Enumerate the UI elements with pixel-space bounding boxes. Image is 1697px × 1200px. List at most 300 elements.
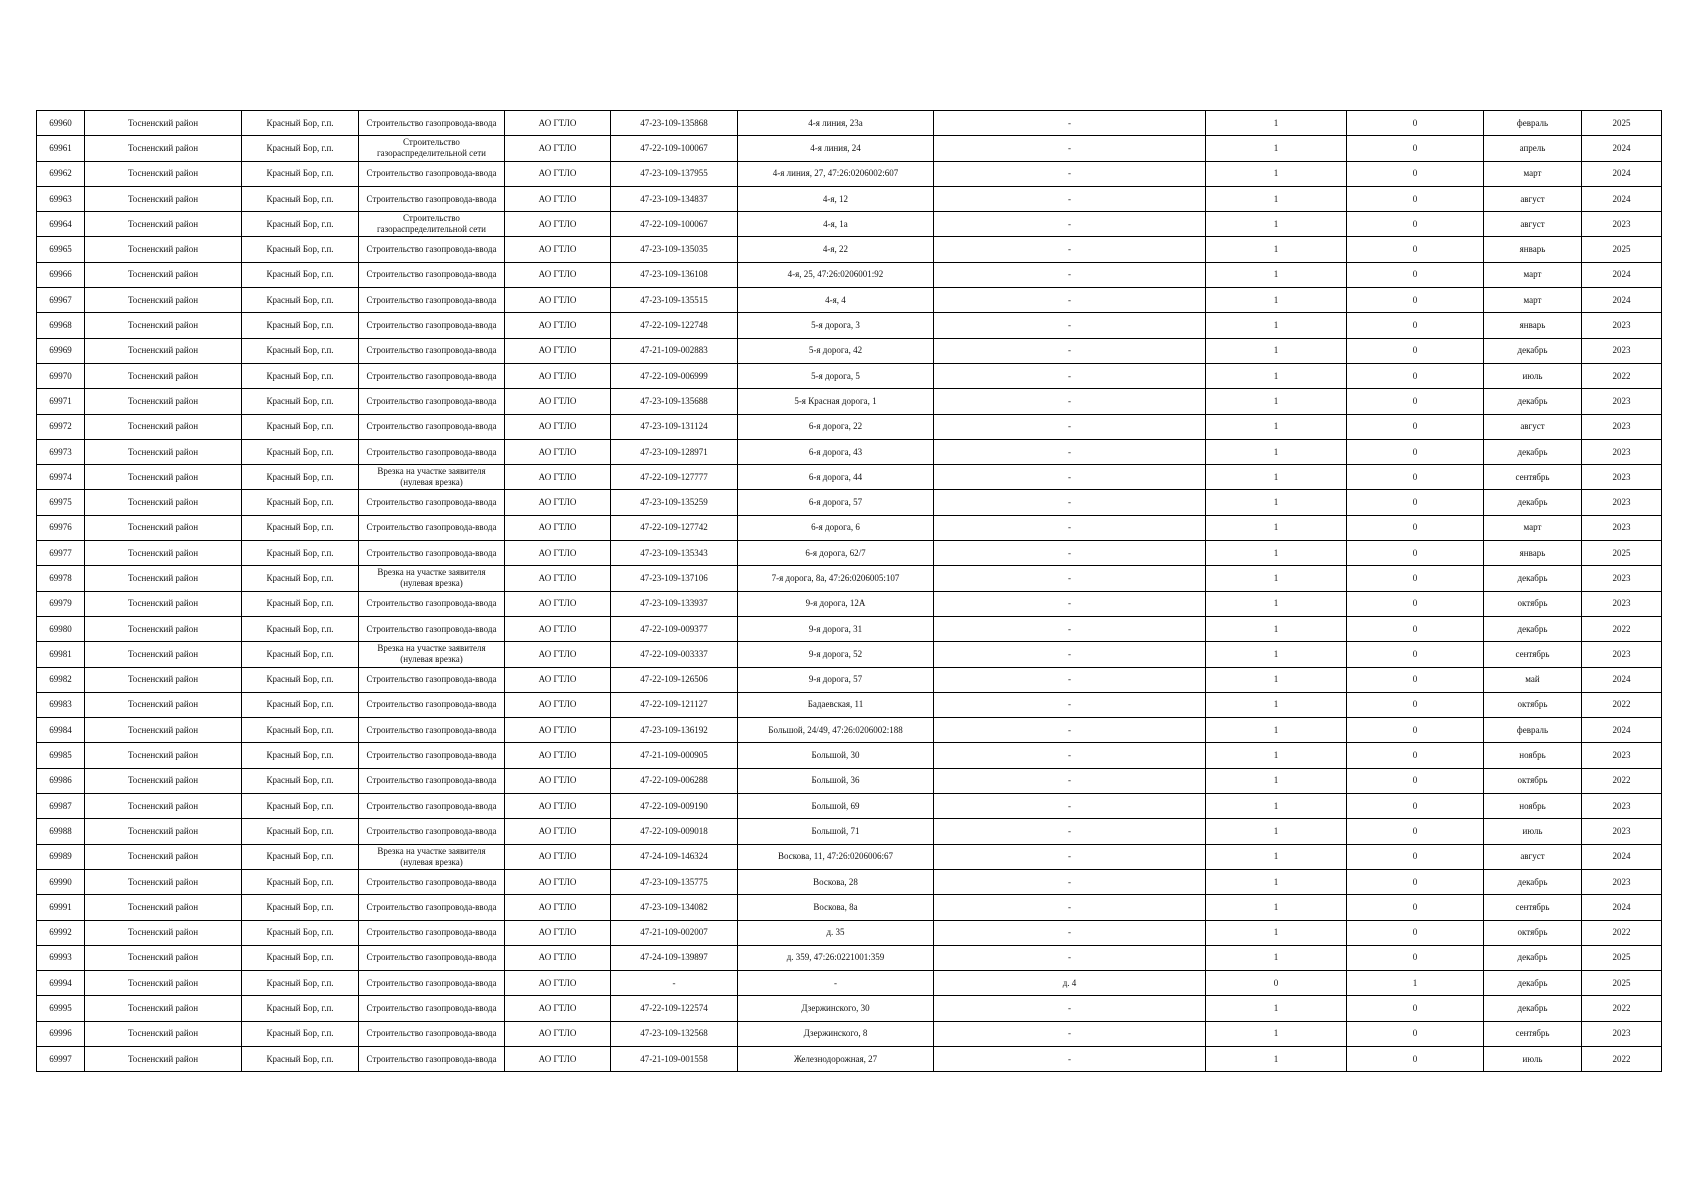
organization-cell: АО ГТЛО (505, 945, 611, 970)
district-cell: Тосненский район (85, 465, 242, 490)
registration-code-cell: 47-21-109-002007 (611, 920, 738, 945)
table-row (37, 212, 1662, 237)
address-cell: 6-я дорога, 6 (738, 515, 934, 540)
settlement-cell: Красный Бор, г.п. (242, 1046, 359, 1071)
year-cell: 2023 (1582, 1021, 1662, 1046)
address-cell: 6-я дорога, 43 (738, 439, 934, 464)
organization-cell: АО ГТЛО (505, 996, 611, 1021)
note-cell: - (934, 161, 1206, 186)
organization-cell: АО ГТЛО (505, 920, 611, 945)
work-type-cell: Строительство газопровода-ввода (359, 490, 505, 515)
month-cell: декабрь (1484, 389, 1582, 414)
record-id: 69963 (37, 186, 85, 211)
record-id: 69986 (37, 768, 85, 793)
registration-code-cell: 47-23-109-135515 (611, 288, 738, 313)
table-row (37, 313, 1662, 338)
table-row (37, 515, 1662, 540)
count-2-cell: 0 (1347, 465, 1484, 490)
year-cell: 2024 (1582, 136, 1662, 161)
count-1-cell: 1 (1206, 439, 1347, 464)
record-id: 69993 (37, 945, 85, 970)
address-cell: Воскова, 8а (738, 895, 934, 920)
registration-code-cell: 47-22-109-100067 (611, 136, 738, 161)
organization-cell: АО ГТЛО (505, 1046, 611, 1071)
address-cell: Большой, 71 (738, 819, 934, 844)
table-row (37, 465, 1662, 490)
count-1-cell: 1 (1206, 161, 1347, 186)
count-1-cell: 1 (1206, 692, 1347, 717)
settlement-cell: Красный Бор, г.п. (242, 212, 359, 237)
registration-code-cell: 47-22-109-009377 (611, 616, 738, 641)
count-1-cell: 1 (1206, 667, 1347, 692)
registration-code-cell: 47-23-109-136108 (611, 262, 738, 287)
organization-cell: АО ГТЛО (505, 794, 611, 819)
note-cell: - (934, 642, 1206, 667)
address-cell: 6-я дорога, 22 (738, 414, 934, 439)
organization-cell: АО ГТЛО (505, 819, 611, 844)
district-cell: Тосненский район (85, 389, 242, 414)
count-2-cell: 0 (1347, 338, 1484, 363)
year-cell: 2023 (1582, 414, 1662, 439)
month-cell: октябрь (1484, 768, 1582, 793)
count-2-cell: 0 (1347, 692, 1484, 717)
table-row (37, 338, 1662, 363)
count-2-cell: 0 (1347, 844, 1484, 869)
note-cell: - (934, 1021, 1206, 1046)
year-cell: 2023 (1582, 389, 1662, 414)
address-cell: Воскова, 28 (738, 869, 934, 894)
year-cell: 2024 (1582, 288, 1662, 313)
count-1-cell: 1 (1206, 414, 1347, 439)
settlement-cell: Красный Бор, г.п. (242, 768, 359, 793)
organization-cell: АО ГТЛО (505, 313, 611, 338)
organization-cell: АО ГТЛО (505, 616, 611, 641)
table-row (37, 920, 1662, 945)
month-cell: декабрь (1484, 996, 1582, 1021)
count-2-cell: 0 (1347, 743, 1484, 768)
work-type-cell: Строительство газопровода-ввода (359, 920, 505, 945)
work-type-cell: Строительство газопровода-ввода (359, 869, 505, 894)
organization-cell: АО ГТЛО (505, 111, 611, 136)
month-cell: октябрь (1484, 591, 1582, 616)
registration-code-cell: 47-23-109-128971 (611, 439, 738, 464)
work-type-cell: Строительство газопровода-ввода (359, 161, 505, 186)
work-type-cell: Врезка на участке заявителя (нулевая врезка) (359, 465, 505, 490)
settlement-cell: Красный Бор, г.п. (242, 743, 359, 768)
settlement-cell: Красный Бор, г.п. (242, 136, 359, 161)
settlement-cell: Красный Бор, г.п. (242, 313, 359, 338)
registration-code-cell: 47-22-109-121127 (611, 692, 738, 717)
registration-code-cell: 47-22-109-127777 (611, 465, 738, 490)
table-row (37, 819, 1662, 844)
note-cell: - (934, 237, 1206, 262)
table-row (37, 844, 1662, 869)
record-id: 69980 (37, 616, 85, 641)
month-cell: август (1484, 844, 1582, 869)
note-cell: - (934, 920, 1206, 945)
month-cell: апрель (1484, 136, 1582, 161)
note-cell: - (934, 414, 1206, 439)
table-row (37, 414, 1662, 439)
year-cell: 2023 (1582, 794, 1662, 819)
record-id: 69996 (37, 1021, 85, 1046)
record-id: 69960 (37, 111, 85, 136)
organization-cell: АО ГТЛО (505, 515, 611, 540)
organization-cell: АО ГТЛО (505, 541, 611, 566)
month-cell: февраль (1484, 718, 1582, 743)
registration-code-cell: 47-23-109-137955 (611, 161, 738, 186)
count-1-cell: 1 (1206, 136, 1347, 161)
year-cell: 2025 (1582, 111, 1662, 136)
record-id: 69981 (37, 642, 85, 667)
organization-cell: АО ГТЛО (505, 490, 611, 515)
settlement-cell: Красный Бор, г.п. (242, 895, 359, 920)
count-2-cell: 0 (1347, 136, 1484, 161)
registration-code-cell: 47-24-109-146324 (611, 844, 738, 869)
year-cell: 2023 (1582, 338, 1662, 363)
month-cell: сентябрь (1484, 895, 1582, 920)
count-1-cell: 1 (1206, 363, 1347, 388)
district-cell: Тосненский район (85, 212, 242, 237)
count-2-cell: 0 (1347, 869, 1484, 894)
address-cell: Дзержинского, 30 (738, 996, 934, 1021)
record-id: 69962 (37, 161, 85, 186)
record-id: 69997 (37, 1046, 85, 1071)
district-cell: Тосненский район (85, 161, 242, 186)
organization-cell: АО ГТЛО (505, 262, 611, 287)
table-row (37, 288, 1662, 313)
work-type-cell: Строительство газопровода-ввода (359, 971, 505, 996)
address-cell: 5-я Красная дорога, 1 (738, 389, 934, 414)
count-2-cell: 0 (1347, 515, 1484, 540)
work-type-cell: Строительство газопровода-ввода (359, 591, 505, 616)
address-cell: 4-я, 25, 47:26:0206001:92 (738, 262, 934, 287)
work-type-cell: Строительство газопровода-ввода (359, 439, 505, 464)
table-row (37, 363, 1662, 388)
organization-cell: АО ГТЛО (505, 971, 611, 996)
address-cell: 5-я дорога, 3 (738, 313, 934, 338)
month-cell: июль (1484, 819, 1582, 844)
record-id: 69961 (37, 136, 85, 161)
organization-cell: АО ГТЛО (505, 768, 611, 793)
count-1-cell: 1 (1206, 515, 1347, 540)
year-cell: 2023 (1582, 642, 1662, 667)
count-1-cell: 1 (1206, 186, 1347, 211)
count-2-cell: 0 (1347, 237, 1484, 262)
settlement-cell: Красный Бор, г.п. (242, 262, 359, 287)
note-cell: - (934, 591, 1206, 616)
district-cell: Тосненский район (85, 515, 242, 540)
record-id: 69970 (37, 363, 85, 388)
note-cell: - (934, 313, 1206, 338)
note-cell: - (934, 718, 1206, 743)
registration-code-cell: 47-23-109-132568 (611, 1021, 738, 1046)
month-cell: январь (1484, 237, 1582, 262)
settlement-cell: Красный Бор, г.п. (242, 237, 359, 262)
table-row (37, 971, 1662, 996)
month-cell: октябрь (1484, 692, 1582, 717)
district-cell: Тосненский район (85, 490, 242, 515)
work-type-cell: Строительство газопровода-ввода (359, 945, 505, 970)
settlement-cell: Красный Бор, г.п. (242, 1021, 359, 1046)
registration-code-cell: 47-22-109-127742 (611, 515, 738, 540)
address-cell: Дзержинского, 8 (738, 1021, 934, 1046)
note-cell: - (934, 819, 1206, 844)
month-cell: ноябрь (1484, 743, 1582, 768)
address-cell: 4-я линия, 27, 47:26:0206002:607 (738, 161, 934, 186)
record-id: 69968 (37, 313, 85, 338)
table-row (37, 111, 1662, 136)
count-2-cell: 0 (1347, 288, 1484, 313)
record-id: 69988 (37, 819, 85, 844)
month-cell: февраль (1484, 111, 1582, 136)
work-type-cell: Строительство газопровода-ввода (359, 667, 505, 692)
year-cell: 2023 (1582, 515, 1662, 540)
table-row (37, 1021, 1662, 1046)
count-1-cell: 1 (1206, 313, 1347, 338)
record-id: 69965 (37, 237, 85, 262)
district-cell: Тосненский район (85, 338, 242, 363)
note-cell: - (934, 895, 1206, 920)
registration-code-cell: 47-22-109-009190 (611, 794, 738, 819)
address-cell: Железнодорожная, 27 (738, 1046, 934, 1071)
registration-code-cell: 47-22-109-126506 (611, 667, 738, 692)
organization-cell: АО ГТЛО (505, 136, 611, 161)
note-cell: - (934, 794, 1206, 819)
month-cell: март (1484, 515, 1582, 540)
record-id: 69990 (37, 869, 85, 894)
work-type-cell: Строительство газопровода-ввода (359, 262, 505, 287)
work-type-cell: Строительство газопровода-ввода (359, 1046, 505, 1071)
year-cell: 2023 (1582, 743, 1662, 768)
table-row (37, 794, 1662, 819)
month-cell: декабрь (1484, 566, 1582, 591)
district-cell: Тосненский район (85, 288, 242, 313)
district-cell: Тосненский район (85, 363, 242, 388)
district-cell: Тосненский район (85, 844, 242, 869)
registration-code-cell: 47-21-109-001558 (611, 1046, 738, 1071)
settlement-cell: Красный Бор, г.п. (242, 338, 359, 363)
year-cell: 2022 (1582, 692, 1662, 717)
count-1-cell: 1 (1206, 288, 1347, 313)
registration-code-cell: 47-22-109-100067 (611, 212, 738, 237)
table-row (37, 895, 1662, 920)
count-2-cell: 0 (1347, 768, 1484, 793)
count-1-cell: 1 (1206, 895, 1347, 920)
count-1-cell: 1 (1206, 794, 1347, 819)
count-1-cell: 1 (1206, 262, 1347, 287)
year-cell: 2024 (1582, 667, 1662, 692)
year-cell: 2025 (1582, 237, 1662, 262)
month-cell: ноябрь (1484, 794, 1582, 819)
table-row (37, 490, 1662, 515)
month-cell: август (1484, 186, 1582, 211)
work-type-cell: Строительство газораспределительной сети (359, 212, 505, 237)
address-cell: Бадаевская, 11 (738, 692, 934, 717)
work-type-cell: Строительство газопровода-ввода (359, 718, 505, 743)
district-cell: Тосненский район (85, 768, 242, 793)
note-cell: - (934, 616, 1206, 641)
settlement-cell: Красный Бор, г.п. (242, 515, 359, 540)
record-id: 69992 (37, 920, 85, 945)
month-cell: август (1484, 212, 1582, 237)
year-cell: 2023 (1582, 591, 1662, 616)
settlement-cell: Красный Бор, г.п. (242, 288, 359, 313)
year-cell: 2024 (1582, 186, 1662, 211)
count-1-cell: 1 (1206, 111, 1347, 136)
work-type-cell: Врезка на участке заявителя (нулевая врезка) (359, 566, 505, 591)
settlement-cell: Красный Бор, г.п. (242, 186, 359, 211)
count-1-cell: 1 (1206, 1046, 1347, 1071)
table-row (37, 642, 1662, 667)
month-cell: октябрь (1484, 920, 1582, 945)
work-type-cell: Строительство газопровода-ввода (359, 389, 505, 414)
organization-cell: АО ГТЛО (505, 465, 611, 490)
work-type-cell: Строительство газопровода-ввода (359, 743, 505, 768)
record-id: 69994 (37, 971, 85, 996)
address-cell: д. 359, 47:26:0221001:359 (738, 945, 934, 970)
count-1-cell: 1 (1206, 945, 1347, 970)
registration-code-cell: 47-22-109-003337 (611, 642, 738, 667)
count-1-cell: 1 (1206, 844, 1347, 869)
address-cell: д. 35 (738, 920, 934, 945)
district-cell: Тосненский район (85, 718, 242, 743)
year-cell: 2024 (1582, 895, 1662, 920)
table-body (37, 111, 1662, 1072)
district-cell: Тосненский район (85, 1021, 242, 1046)
organization-cell: АО ГТЛО (505, 1021, 611, 1046)
data-table (36, 110, 1662, 1072)
work-type-cell: Строительство газопровода-ввода (359, 338, 505, 363)
count-2-cell: 0 (1347, 541, 1484, 566)
note-cell: - (934, 1046, 1206, 1071)
count-2-cell: 0 (1347, 1021, 1484, 1046)
registration-code-cell: 47-23-109-135259 (611, 490, 738, 515)
count-1-cell: 1 (1206, 1021, 1347, 1046)
month-cell: декабрь (1484, 338, 1582, 363)
settlement-cell: Красный Бор, г.п. (242, 566, 359, 591)
address-cell: 4-я линия, 23а (738, 111, 934, 136)
district-cell: Тосненский район (85, 541, 242, 566)
count-1-cell: 1 (1206, 718, 1347, 743)
note-cell: - (934, 111, 1206, 136)
count-2-cell: 0 (1347, 819, 1484, 844)
year-cell: 2023 (1582, 212, 1662, 237)
count-2-cell: 0 (1347, 363, 1484, 388)
table-row (37, 692, 1662, 717)
month-cell: декабрь (1484, 490, 1582, 515)
note-cell: - (934, 490, 1206, 515)
address-cell: 9-я дорога, 52 (738, 642, 934, 667)
month-cell: июль (1484, 1046, 1582, 1071)
month-cell: август (1484, 414, 1582, 439)
note-cell: - (934, 692, 1206, 717)
table-row (37, 718, 1662, 743)
settlement-cell: Красный Бор, г.п. (242, 996, 359, 1021)
table-row (37, 136, 1662, 161)
note-cell: - (934, 869, 1206, 894)
table-row (37, 389, 1662, 414)
count-2-cell: 0 (1347, 313, 1484, 338)
organization-cell: АО ГТЛО (505, 566, 611, 591)
settlement-cell: Красный Бор, г.п. (242, 920, 359, 945)
count-1-cell: 1 (1206, 541, 1347, 566)
address-cell: 4-я линия, 24 (738, 136, 934, 161)
record-id: 69971 (37, 389, 85, 414)
year-cell: 2023 (1582, 465, 1662, 490)
address-cell: 4-я, 1а (738, 212, 934, 237)
year-cell: 2025 (1582, 945, 1662, 970)
registration-code-cell: 47-23-109-135343 (611, 541, 738, 566)
work-type-cell: Строительство газораспределительной сети (359, 136, 505, 161)
work-type-cell: Строительство газопровода-ввода (359, 313, 505, 338)
address-cell: 6-я дорога, 57 (738, 490, 934, 515)
work-type-cell: Строительство газопровода-ввода (359, 111, 505, 136)
month-cell: декабрь (1484, 616, 1582, 641)
month-cell: декабрь (1484, 971, 1582, 996)
record-id: 69989 (37, 844, 85, 869)
organization-cell: АО ГТЛО (505, 288, 611, 313)
month-cell: декабрь (1484, 945, 1582, 970)
district-cell: Тосненский район (85, 186, 242, 211)
district-cell: Тосненский район (85, 895, 242, 920)
organization-cell: АО ГТЛО (505, 718, 611, 743)
work-type-cell: Строительство газопровода-ввода (359, 768, 505, 793)
settlement-cell: Красный Бор, г.п. (242, 616, 359, 641)
address-cell: Воскова, 11, 47:26:0206006:67 (738, 844, 934, 869)
note-cell: - (934, 262, 1206, 287)
settlement-cell: Красный Бор, г.п. (242, 819, 359, 844)
table-row (37, 161, 1662, 186)
table-row (37, 566, 1662, 591)
year-cell: 2024 (1582, 161, 1662, 186)
address-cell: 6-я дорога, 62/7 (738, 541, 934, 566)
settlement-cell: Красный Бор, г.п. (242, 490, 359, 515)
count-1-cell: 1 (1206, 566, 1347, 591)
count-2-cell: 0 (1347, 591, 1484, 616)
month-cell: март (1484, 288, 1582, 313)
year-cell: 2022 (1582, 768, 1662, 793)
district-cell: Тосненский район (85, 237, 242, 262)
settlement-cell: Красный Бор, г.п. (242, 692, 359, 717)
address-cell: 5-я дорога, 42 (738, 338, 934, 363)
work-type-cell: Строительство газопровода-ввода (359, 288, 505, 313)
year-cell: 2025 (1582, 541, 1662, 566)
count-2-cell: 0 (1347, 186, 1484, 211)
note-cell: - (934, 743, 1206, 768)
work-type-cell: Строительство газопровода-ввода (359, 414, 505, 439)
note-cell: - (934, 186, 1206, 211)
count-1-cell: 1 (1206, 212, 1347, 237)
registration-code-cell: 47-23-109-137106 (611, 566, 738, 591)
year-cell: 2024 (1582, 844, 1662, 869)
count-1-cell: 1 (1206, 920, 1347, 945)
table-row (37, 262, 1662, 287)
count-2-cell: 0 (1347, 262, 1484, 287)
organization-cell: АО ГТЛО (505, 895, 611, 920)
note-cell: - (934, 389, 1206, 414)
month-cell: март (1484, 161, 1582, 186)
month-cell: январь (1484, 541, 1582, 566)
organization-cell: АО ГТЛО (505, 642, 611, 667)
registration-code-cell: 47-23-109-134837 (611, 186, 738, 211)
record-id: 69967 (37, 288, 85, 313)
note-cell: - (934, 515, 1206, 540)
district-cell: Тосненский район (85, 591, 242, 616)
address-cell: 4-я, 4 (738, 288, 934, 313)
district-cell: Тосненский район (85, 136, 242, 161)
record-id: 69975 (37, 490, 85, 515)
